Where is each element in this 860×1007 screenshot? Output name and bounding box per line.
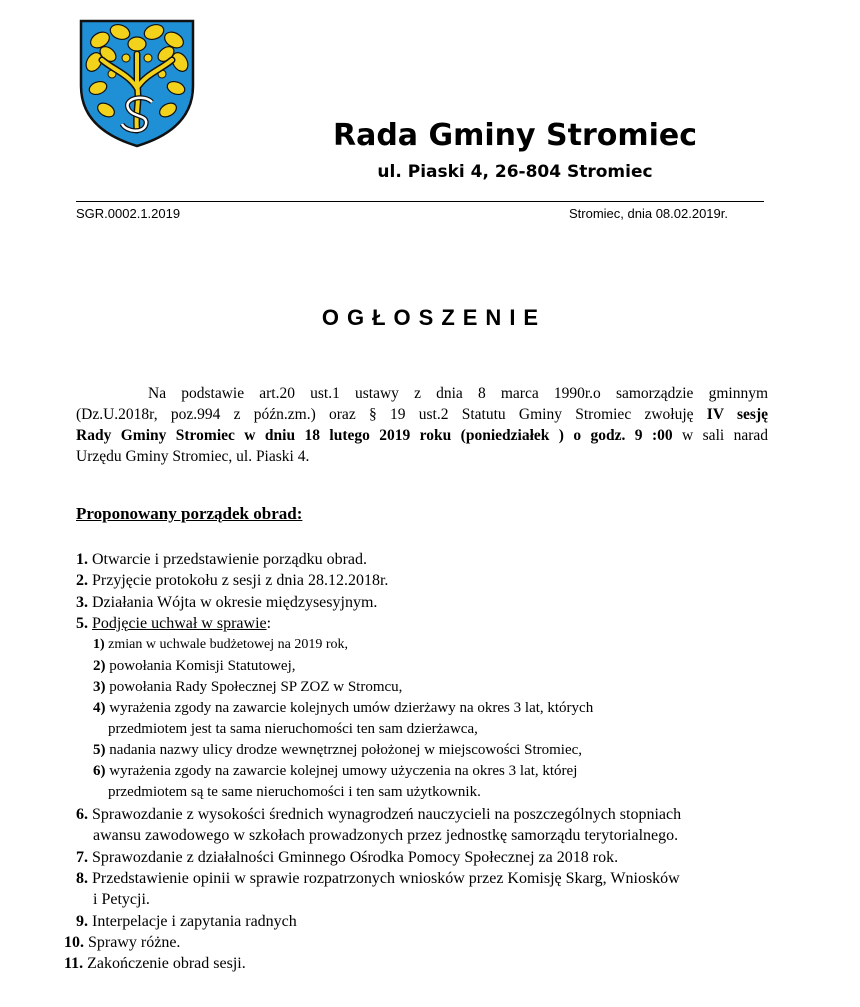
session-number: IV sesję xyxy=(706,406,768,423)
subitem-number: 6) xyxy=(93,763,106,779)
agenda-item xyxy=(76,613,271,634)
agenda-subitem xyxy=(93,761,577,781)
intro-line: Urzędu Gminy Stromiec, ul. Piaski 4. xyxy=(76,448,310,465)
agenda-subitem xyxy=(93,740,582,760)
agenda-item-text: Podjęcie uchwał w sprawie xyxy=(92,615,267,632)
agenda-item xyxy=(76,804,681,825)
agenda-item xyxy=(76,868,680,889)
subitem-number: 3) xyxy=(93,679,106,695)
intro-line-text: (Dz.U.2018r, poz.994 z późn.zm.) oraz § 19 ust.2 Statutu Gminy Stromiec zwołuję xyxy=(76,406,707,423)
agenda-item-text: Sprawozdanie z wysokości średnich wynagrodzeń nauczycieli na poszczególnych stopniach xyxy=(88,806,682,823)
agenda-item xyxy=(76,549,367,570)
agenda-item-text: Przedstawienie opinii w sprawie rozpatrzonych wniosków przez Komisję Skarg, Wniosków xyxy=(88,870,680,887)
agenda-subitem xyxy=(93,656,295,676)
agenda-subitem xyxy=(93,635,348,655)
agenda-subitem-continuation: przedmiotem jest ta sama nieruchomości ten sam dzierżawca, xyxy=(108,721,478,737)
agenda-item-text: Sprawy różne. xyxy=(84,934,181,951)
agenda-item-number: 2. xyxy=(76,572,88,589)
agenda-item-text: Zakończenie obrad sesji. xyxy=(83,955,246,972)
agenda-item xyxy=(76,847,618,868)
place-and-date: Stromiec, dnia 08.02.2019r. xyxy=(569,206,728,221)
agenda-item-number: 6. xyxy=(76,806,88,823)
agenda-item-number: 10. xyxy=(64,934,84,951)
agenda-item-continuation: awansu zawodowego w szkołach prowadzonych przez jednostkę samorządu terytorialnego. xyxy=(93,827,679,844)
coat-of-arms-icon xyxy=(78,18,196,148)
agenda-subitem xyxy=(93,698,593,718)
agenda-item-number: 1. xyxy=(76,551,88,568)
agenda-item-continuation: i Petycji. xyxy=(93,891,150,908)
agenda-item-number: 11. xyxy=(64,955,84,972)
subitem-text: wyrażenia zgody na zawarcie kolejnej umowy użyczenia na okres 3 lat, której xyxy=(105,763,578,779)
agenda-item-text: Działania Wójta w okresie międzysesyjnym. xyxy=(88,594,378,611)
agenda-item-number: 7. xyxy=(76,849,88,866)
intro-line xyxy=(76,425,768,446)
subitem-text: powołania Rady Społecznej SP ZOZ w Stromcu, xyxy=(105,679,403,695)
org-name: Rada Gminy Stromiec xyxy=(332,118,698,153)
org-address: ul. Piaski 4, 26-804 Stromiec xyxy=(377,162,653,182)
agenda-item-text-tail: : xyxy=(266,615,272,632)
agenda-item xyxy=(76,911,297,932)
subitem-number: 5) xyxy=(93,742,106,758)
intro-line xyxy=(76,404,768,425)
agenda-subitem xyxy=(93,677,402,697)
subitem-text: zmian w uchwale budżetowej na 2019 rok, xyxy=(104,637,349,652)
agenda-subitem-continuation: przedmiotem są te same nieruchomości i ten sam użytkownik. xyxy=(108,784,481,800)
subitem-text: wyrażenia zgody na zawarcie kolejnych umów dzierżawy na okres 3 lat, których xyxy=(105,700,594,716)
intro-line-text: w sali narad xyxy=(672,427,769,444)
document-title: OGŁOSZENIE xyxy=(321,305,547,330)
agenda-item-number: 3. xyxy=(76,594,88,611)
subitem-number: 4) xyxy=(93,700,106,716)
intro-line: Na podstawie art.20 ust.1 ustawy z dnia 8 marca 1990r.o samorządzie gminnym xyxy=(148,385,768,402)
subitem-text: nadania nazwy ulicy drodze wewnętrznej położonej w miejscowości Stromiec, xyxy=(105,742,583,758)
agenda-item-text: Przyjęcie protokołu z sesji z dnia 28.12.2018r. xyxy=(88,572,389,589)
reference-number: SGR.0002.1.2019 xyxy=(76,206,181,221)
subitem-number: 1) xyxy=(93,637,105,652)
agenda-item-text: Interpelacje i zapytania radnych xyxy=(88,913,297,930)
agenda-item xyxy=(64,932,180,953)
agenda-item-text: Sprawozdanie z działalności Gminnego Ośrodka Pomocy Społecznej za 2018 rok. xyxy=(88,849,619,866)
agenda-item-number: 9. xyxy=(76,913,88,930)
intro-paragraph xyxy=(76,383,768,467)
subitem-number: 2) xyxy=(93,658,106,674)
agenda-item-number: 8. xyxy=(76,870,88,887)
session-date: Rady Gminy Stromiec w dniu 18 lutego 2019 roku (poniedziałek ) o godz. 9 :00 xyxy=(76,427,673,444)
agenda-heading: Proponowany porządek obrad: xyxy=(76,504,303,523)
agenda-item-text: Otwarcie i przedstawienie porządku obrad. xyxy=(88,551,367,568)
agenda-item xyxy=(76,570,388,591)
agenda-item-number: 5. xyxy=(76,615,88,632)
agenda-item xyxy=(64,953,246,974)
header-divider xyxy=(76,201,764,202)
agenda-item xyxy=(76,592,377,613)
subitem-text: powołania Komisji Statutowej, xyxy=(105,658,296,674)
